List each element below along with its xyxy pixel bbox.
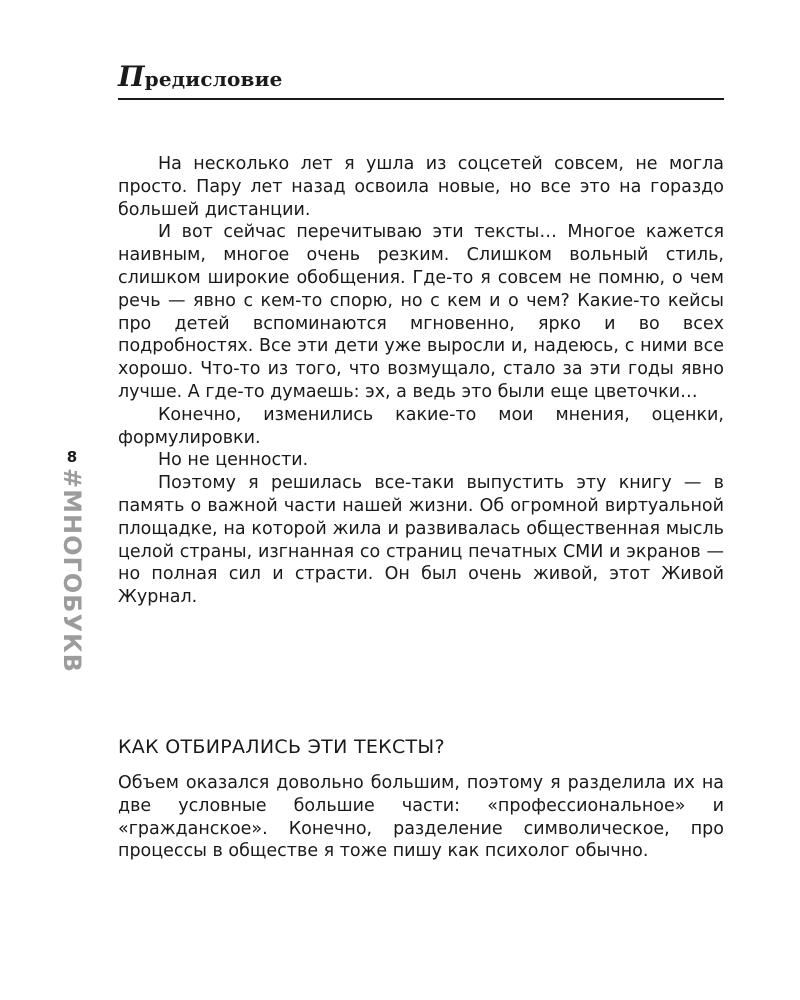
paragraph: И вот сейчас перечитываю эти тексты… Многое кажется наивным, многое очень резким. Слишком вольный стиль, слишком широкие обобщения. Где-то я совсем не помню, о чем речь — явно с кем-то спорю, но с кем и о чем? Какие-то кейсы про детей вспоминаются мгновенно, ярко и во всех подробностях. Все эти дети уже выросли и, надеюсь, с ними все хорошо. Что-то из того, что возмущало, стало за эти годы явно лучше. А где-то думаешь: эх, а ведь это были еще цветочки…	[118, 222, 724, 402]
chapter-title-initial: П	[118, 60, 145, 93]
section-body	[118, 772, 724, 863]
section-paragraph: Объем оказался довольно большим, поэтому я разделила их на две условные большие части: «профессиональное» и «гражданское». Конечно, разделение символическое, про процессы в обществе я тоже пишу как психолог обычно.	[118, 773, 724, 862]
body-text	[118, 153, 724, 609]
paragraph: Поэтому я решилась все-таки выпустить эту книгу — в память о важной части нашей жизни. Об огромной виртуальной площадке, на которой жила и развивалась общественная мысль целой страны, изгнанная со страниц печатных СМИ и экранов — но полная сил и страсти. Он был очень живой, этот Живой Журнал.	[118, 473, 724, 608]
paragraph: На несколько лет я ушла из соцсетей совсем, не могла просто. Пару лет назад освоила новые, но все это на гораздо большей дистанции.	[118, 154, 724, 220]
chapter-title-rest: редисловие	[144, 67, 283, 91]
side-margin	[50, 448, 94, 673]
section-heading: КАК ОТБИРАЛИСЬ ЭТИ ТЕКСТЫ?	[118, 736, 445, 758]
page-number: 8	[66, 448, 78, 466]
paragraph: Конечно, изменились какие-то мои мнения, оценки, формулировки.	[118, 404, 724, 448]
chapter-title	[118, 60, 283, 93]
page-header	[118, 60, 724, 100]
paragraph: Но не ценности.	[158, 450, 309, 471]
running-title: #МНОГОБУКВ	[58, 468, 86, 673]
